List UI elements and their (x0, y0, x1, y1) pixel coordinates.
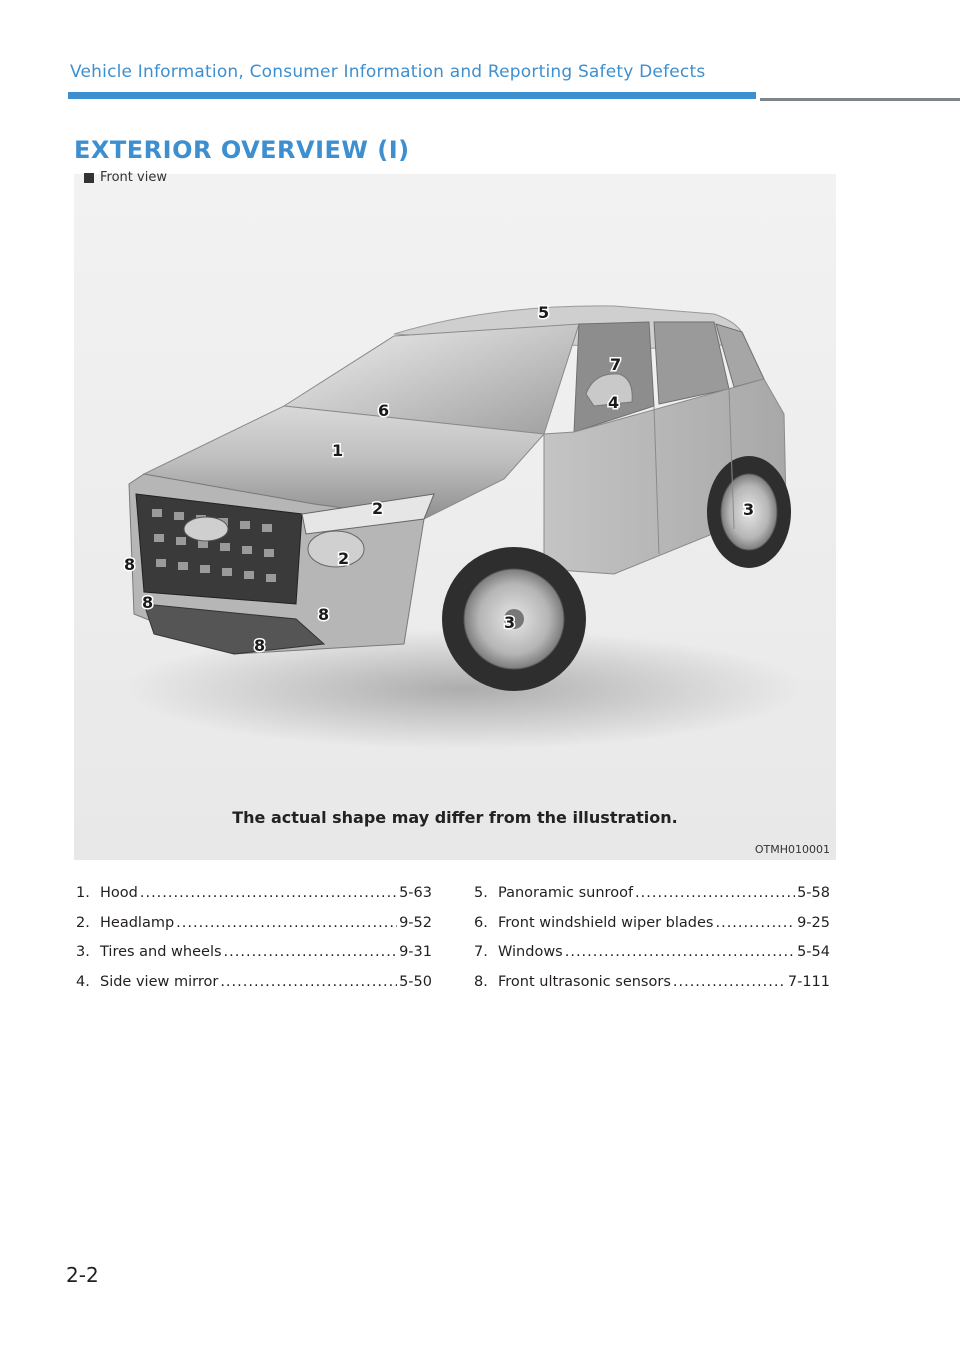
list-item (76, 885, 432, 915)
item-number: 1. (76, 885, 90, 901)
callout-3-front: 3 (504, 613, 516, 632)
leader-dots (715, 915, 795, 931)
callout-8-bottom: 8 (254, 636, 266, 655)
list-item (474, 944, 830, 974)
callout-1: 1 (332, 441, 344, 460)
callout-8-lower-left: 8 (142, 593, 154, 612)
item-label: Hood (100, 885, 138, 901)
leader-dots (176, 915, 397, 931)
item-page: 9-25 (797, 914, 830, 931)
figure-code: OTMH010001 (754, 843, 830, 856)
item-page: 5-63 (399, 885, 432, 901)
item-number: 5. (474, 885, 488, 901)
item-page: 5-50 (399, 973, 432, 990)
item-label: Front ultrasonic sensors (498, 973, 671, 990)
square-bullet-icon (84, 173, 94, 183)
item-number: 3. (76, 944, 90, 960)
view-label (84, 170, 167, 185)
chapter-title: Vehicle Information, Consumer Information and Reporting Safety Defects (70, 62, 706, 82)
component-list-left (76, 885, 432, 1003)
item-page: 9-52 (399, 914, 432, 931)
page-number: 2-2 (66, 1263, 99, 1287)
section-title: EXTERIOR OVERVIEW (I) (74, 136, 410, 164)
item-label: Panoramic sunroof (498, 885, 634, 901)
item-label: Side view mirror (100, 973, 219, 990)
figure-caption: The actual shape may differ from the illustration. (232, 808, 678, 827)
leader-dots (220, 974, 397, 990)
callout-5: 5 (538, 303, 550, 322)
item-number: 8. (474, 973, 488, 990)
callout-2-upper: 2 (372, 499, 384, 518)
item-label: Windows (498, 944, 563, 960)
item-page: 5-58 (797, 885, 830, 901)
item-page: 9-31 (399, 944, 432, 960)
leader-dots (140, 885, 397, 901)
list-item (474, 974, 830, 1004)
item-number: 4. (76, 973, 90, 990)
item-page: 5-54 (797, 944, 830, 960)
callout-3-rear: 3 (743, 500, 755, 519)
list-item (76, 974, 432, 1004)
vehicle-illustration (74, 174, 836, 860)
leader-dots (635, 885, 795, 901)
list-item (474, 885, 830, 915)
callout-4: 4 (608, 393, 620, 412)
leader-dots (673, 974, 786, 990)
header-divider-line (760, 98, 960, 101)
header-accent-bar (68, 92, 756, 99)
item-label: Front windshield wiper blades (498, 914, 714, 931)
list-item (76, 944, 432, 974)
vehicle-drawing (74, 174, 836, 860)
callout-8-left: 8 (124, 555, 136, 574)
callout-6: 6 (378, 401, 390, 420)
callout-7: 7 (610, 355, 622, 374)
leader-dots (224, 944, 398, 960)
list-item (474, 915, 830, 945)
view-label-text: Front view (100, 170, 167, 185)
leader-dots (565, 944, 795, 960)
list-item (76, 915, 432, 945)
item-label: Headlamp (100, 914, 175, 931)
item-number: 7. (474, 944, 488, 960)
item-page: 7-111 (787, 973, 830, 990)
callout-8-right: 8 (318, 605, 330, 624)
item-number: 6. (474, 914, 488, 931)
item-number: 2. (76, 914, 90, 931)
component-list-right (474, 885, 830, 1003)
item-label: Tires and wheels (100, 944, 222, 960)
callout-2-lower: 2 (338, 549, 350, 568)
